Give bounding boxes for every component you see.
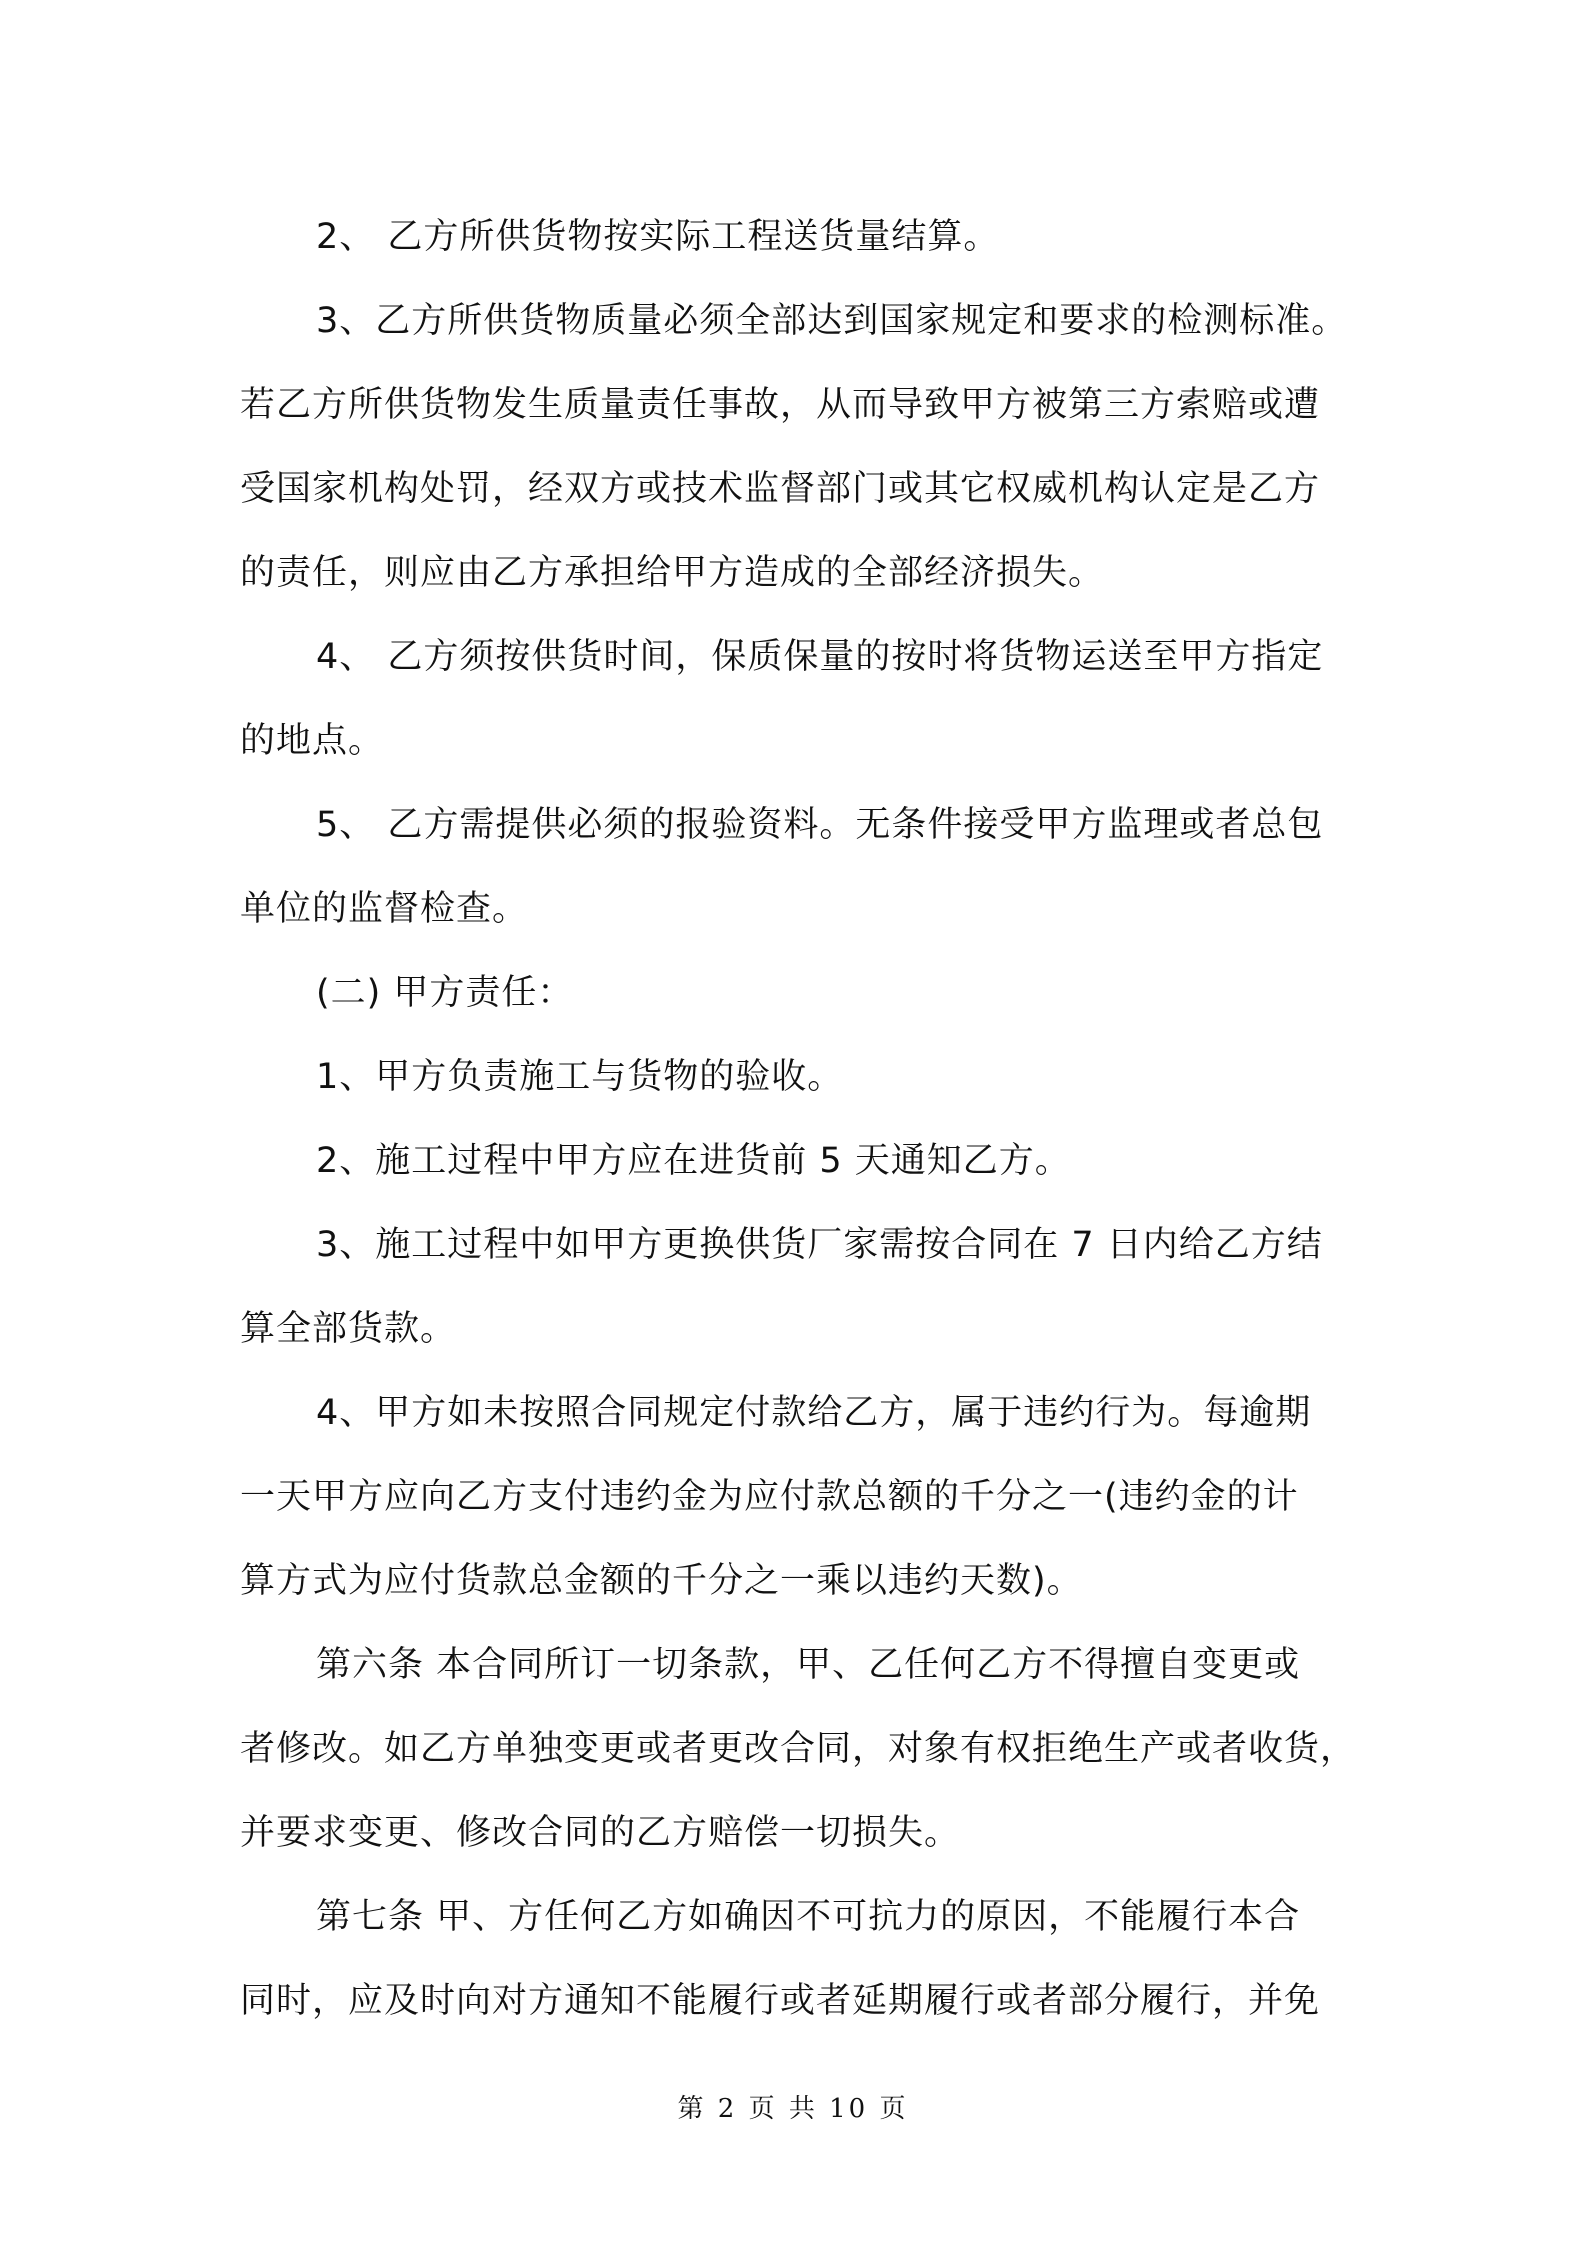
article-6-line-3: 并要求变更、修改合同的乙方赔偿一切损失。: [240, 1813, 961, 1853]
clause-3-quality-line-2: 若乙方所供货物发生质量责任事故，从而导致甲方被第三方索赔或遭: [240, 385, 1321, 425]
party-a-clause-1: 1、甲方负责施工与货物的验收。: [316, 1057, 844, 1097]
article-6-line-1: 第六条 本合同所订一切条款，甲、乙任何乙方不得擅自变更或: [316, 1645, 1301, 1685]
article-7-line-1: 第七条 甲、方任何乙方如确因不可抗力的原因，不能履行本合: [316, 1897, 1301, 1937]
article-6-line-2: 者修改。如乙方单独变更或者更改合同，对象有权拒绝生产或者收货，: [240, 1729, 1357, 1769]
clause-4-delivery-line-2: 的地点。: [240, 721, 385, 761]
party-a-clause-3-line-2: 算全部货款。: [240, 1309, 457, 1349]
party-a-clause-4-line-3: 算方式为应付货款总金额的千分之一乘以违约天数)。: [240, 1561, 1083, 1601]
document-body: [240, 195, 1370, 2043]
clause-5-inspection-line-1: 5、 乙方需提供必须的报验资料。无条件接受甲方监理或者总包: [316, 805, 1324, 845]
clause-3-quality-line-4: 的责任，则应由乙方承担给甲方造成的全部经济损失。: [240, 553, 1105, 593]
clause-4-delivery-line-1: 4、 乙方须按供货时间，保质保量的按时将货物运送至甲方指定: [316, 637, 1324, 677]
clause-2-supply-settlement: 2、 乙方所供货物按实际工程送货量结算。: [316, 217, 1000, 257]
clause-3-quality-line-1: 3、乙方所供货物质量必须全部达到国家规定和要求的检测标准。: [316, 301, 1348, 341]
section-heading-party-a: (二) 甲方责任：: [316, 973, 574, 1013]
article-7-line-2: 同时，应及时向对方通知不能履行或者延期履行或者部分履行，并免: [240, 1981, 1321, 2021]
clause-3-quality-line-3: 受国家机构处罚，经双方或技术监督部门或其它权威机构认定是乙方: [240, 469, 1321, 509]
party-a-clause-4-line-2: 一天甲方应向乙方支付违约金为应付款总额的千分之一(违约金的计: [240, 1477, 1299, 1517]
party-a-clause-2: 2、施工过程中甲方应在进货前 5 天通知乙方。: [316, 1141, 1071, 1181]
page-number-footer: 第 2 页 共 10 页: [677, 2094, 909, 2124]
clause-5-inspection-line-2: 单位的监督检查。: [240, 889, 529, 929]
party-a-clause-3-line-1: 3、施工过程中如甲方更换供货厂家需按合同在 7 日内给乙方结: [316, 1225, 1323, 1265]
party-a-clause-4-line-1: 4、甲方如未按照合同规定付款给乙方，属于违约行为。每逾期: [316, 1393, 1312, 1433]
